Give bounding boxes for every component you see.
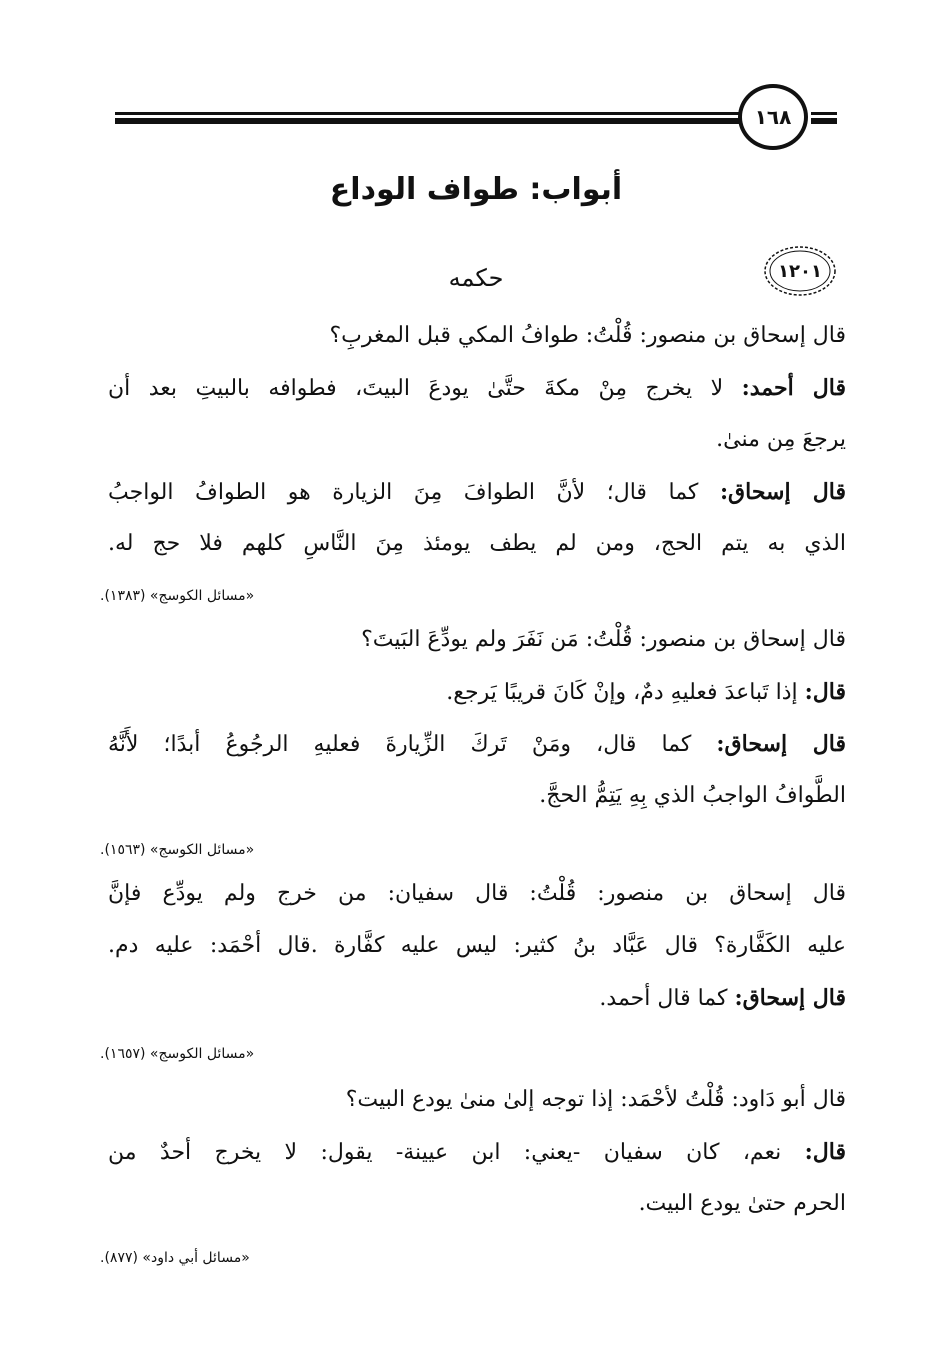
text-line: قال أبو دَاود: قُلْتُ لأحْمَد: إذا توجه إلىٰ منىٰ يودع البيت؟ <box>345 1087 846 1112</box>
header-rule-tail <box>811 112 837 126</box>
speaker-label: قال: <box>804 679 846 705</box>
text-line: الطَّوافُ الواجبُ الذي بِهِ يَتِمُّ الحجَّ. <box>539 783 846 808</box>
page-number: ١٦٨ <box>738 84 808 150</box>
text-line: قال إسحاق بن منصور: قُلْتُ: طوافُ المكي قبل المغربِ؟ <box>329 323 846 348</box>
text-line: قال: نعم، كان سفيان -يعني: ابن عيينة- يقول: لا يخرج أحدٌ من <box>108 1139 846 1165</box>
citation: «مسائل أبي داود» (٨٧٧). <box>100 1250 250 1266</box>
speaker-label: قال أحمد: <box>741 375 847 401</box>
text-line: يرجعَ مِن منىٰ. <box>716 427 846 452</box>
speaker-label: قال إسحاق: <box>716 731 846 757</box>
text-line: قال إسحاق: كما قال أحمد. <box>599 985 846 1011</box>
citation: «مسائل الكوسج» (١٦٥٧). <box>100 1046 255 1062</box>
text-line: قال إسحاق بن منصور: قُلْتُ: مَن نَفَرَ ولم يودِّعَ البَيتَ؟ <box>361 627 846 652</box>
text-line: عليه الكَفَّارة؟ قال عَبَّاد بنُ كثير: ليس عليه كفَّارة .قال أحْمَد: عليه دم. <box>108 933 846 958</box>
text-line: قال أحمد: لا يخرج مِنْ مكةَ حتَّىٰ يودعَ البيتَ، فطوافه بالبيتِ بعد أن <box>108 375 847 401</box>
header-rule <box>115 112 739 126</box>
citation: «مسائل الكوسج» (١٥٦٣). <box>100 842 255 858</box>
citation: «مسائل الكوسج» (١٣٨٣). <box>100 588 255 604</box>
text-line: قال إسحاق بن منصور: قُلْتُ: قال سفيان: من خرج ولم يودِّع فإنَّ <box>108 881 846 906</box>
text-line: قال: إذا تَباعدَ فعليهِ دمٌ، وإنْ كَانَ قريبًا يَرجع. <box>446 679 846 705</box>
text-line: قال إسحاق: كما قال؛ لأنَّ الطوافَ مِنَ الزيارة هو الطوافُ الواجبُ <box>108 479 846 505</box>
speaker-label: قال إسحاق: <box>719 479 846 505</box>
text-line: الحرم حتىٰ يودع البيت. <box>638 1191 846 1216</box>
speaker-label: قال إسحاق: <box>734 985 846 1011</box>
section-heading: حكمه <box>448 264 504 292</box>
text-line: الذي به يتم الحج، ومن لم يطف يومئذ مِنَ النَّاسِ كلهم فلا حج له. <box>108 531 846 556</box>
text-line: قال إسحاق: كما قال، ومَنْ تَركَ الزِّيارةَ فعليهِ الرجُوعُ أبدًا؛ لأَنَّهُ <box>108 731 846 757</box>
entry-number: ١٢٠١ <box>778 260 822 282</box>
speaker-label: قال: <box>804 1139 846 1165</box>
chapter-title: أبواب: طواف الوداع <box>329 172 623 207</box>
